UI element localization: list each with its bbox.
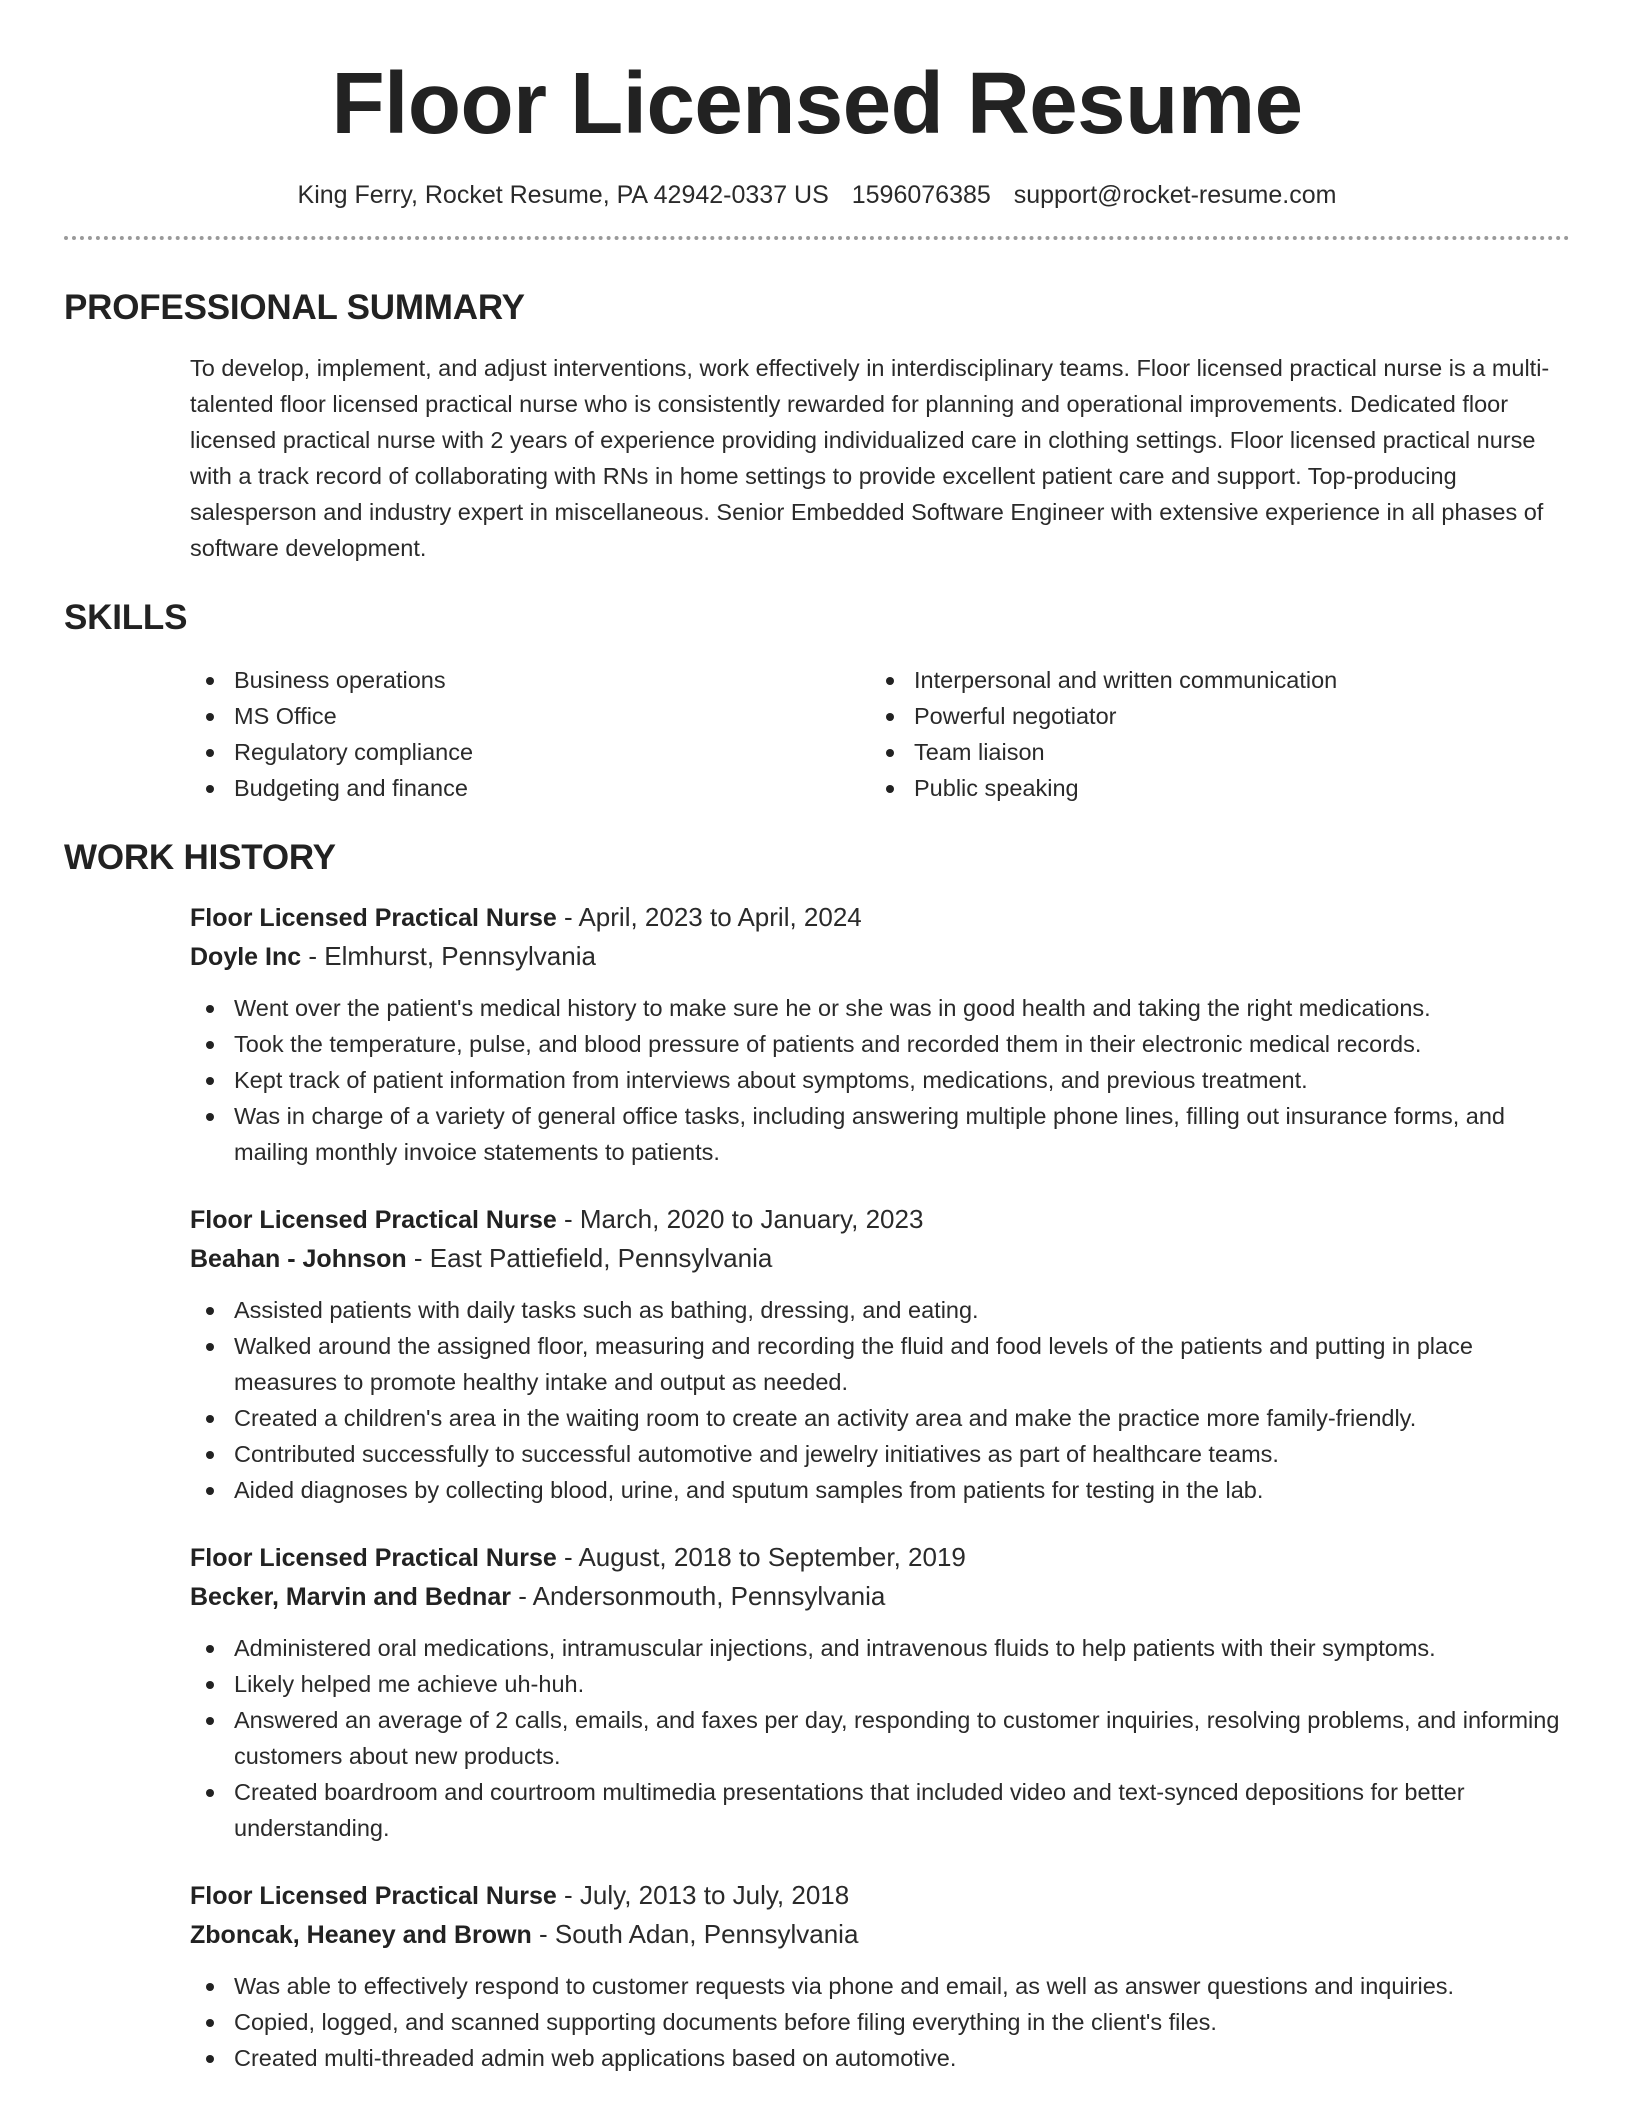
skill-item: MS Office (190, 698, 870, 734)
job-bullets (190, 990, 1570, 1170)
job-company-line (190, 1915, 1570, 1954)
job-company-line (190, 1577, 1570, 1616)
job-bullet: Was able to effectively respond to customer requests via phone and email, as well as answer questions and inquiries. (190, 1968, 1570, 2004)
skill-item: Regulatory compliance (190, 734, 870, 770)
job-bullet: Walked around the assigned floor, measuring and recording the fluid and food levels of the patients and putting in place measures to promote healthy intake and output as needed. (190, 1328, 1570, 1400)
job-location: - Andersonmouth, Pennsylvania (510, 1581, 886, 1611)
job-bullet: Took the temperature, pulse, and blood pressure of patients and recorded them in their electronic medical records. (190, 1026, 1570, 1062)
contact-email[interactable]: support@rocket-resume.com (1013, 181, 1337, 209)
skills-section (64, 598, 1570, 806)
skill-item: Budgeting and finance (190, 770, 870, 806)
job-bullet: Copied, logged, and scanned supporting documents before filing everything in the client's files. (190, 2004, 1570, 2040)
job-dates: - July, 2013 to July, 2018 (556, 1880, 850, 1910)
job-location: - South Adan, Pennsylvania (531, 1919, 859, 1949)
job-bullets (190, 1968, 1570, 2076)
job-dates: - April, 2023 to April, 2024 (556, 902, 862, 932)
job-title-line (190, 1538, 1570, 1577)
job-company: Beahan - Johnson (190, 1245, 407, 1273)
job-bullet: Assisted patients with daily tasks such as bathing, dressing, and eating. (190, 1292, 1570, 1328)
job-bullet: Created boardroom and courtroom multimedia presentations that included video and text-synced depositions for better understanding. (190, 1774, 1570, 1846)
job-location: - Elmhurst, Pennsylvania (301, 941, 596, 971)
job-entry (190, 1876, 1570, 2076)
job-company: Zboncak, Heaney and Brown (190, 1921, 532, 1949)
summary-heading: PROFESSIONAL SUMMARY (64, 288, 525, 327)
job-entry (190, 898, 1570, 1170)
job-dates: - August, 2018 to September, 2019 (556, 1542, 966, 1572)
job-company: Becker, Marvin and Bednar (190, 1583, 511, 1611)
skill-item: Interpersonal and written communication (870, 662, 1550, 698)
job-title: Floor Licensed Practical Nurse (190, 904, 557, 932)
job-company-line (190, 1239, 1570, 1278)
skills-list-right (870, 662, 1550, 806)
work-heading: WORK HISTORY (64, 838, 336, 877)
skills-columns (190, 662, 1570, 806)
contact-phone: 1596076385 (851, 181, 991, 209)
skills-heading: SKILLS (64, 598, 188, 637)
job-entry (190, 1538, 1570, 1846)
job-bullet: Aided diagnoses by collecting blood, urine, and sputum samples from patients for testing in the lab. (190, 1472, 1570, 1508)
job-bullet: Contributed successfully to successful automotive and jewelry initiatives as part of healthcare teams. (190, 1436, 1570, 1472)
job-bullet: Answered an average of 2 calls, emails, and faxes per day, responding to customer inquiries, resolving problems, and informing customers about new products. (190, 1702, 1570, 1774)
work-section (64, 838, 1570, 2076)
job-bullets (190, 1292, 1570, 1508)
skill-item: Public speaking (870, 770, 1550, 806)
skill-item: Business operations (190, 662, 870, 698)
job-title-line (190, 1200, 1570, 1239)
job-title-line (190, 898, 1570, 937)
contact-line (64, 181, 1570, 210)
job-bullet: Created multi-threaded admin web applications based on automotive. (190, 2040, 1570, 2076)
job-bullet: Was in charge of a variety of general office tasks, including answering multiple phone lines, filling out insurance forms, and mailing monthly invoice statements to patients. (190, 1098, 1570, 1170)
skill-item: Team liaison (870, 734, 1550, 770)
job-company: Doyle Inc (190, 943, 302, 971)
job-title: Floor Licensed Practical Nurse (190, 1882, 557, 1910)
resume-title: Floor Licensed Resume (331, 55, 1303, 152)
header-divider (64, 236, 1570, 240)
job-company-line (190, 937, 1570, 976)
job-bullet: Likely helped me achieve uh-huh. (190, 1666, 1570, 1702)
job-title: Floor Licensed Practical Nurse (190, 1206, 557, 1234)
job-dates: - March, 2020 to January, 2023 (556, 1204, 924, 1234)
summary-text: To develop, implement, and adjust interventions, work effectively in interdisciplinary teams. Floor licensed practical nurse is a multi-talented floor licensed practical nurse who is consistently rewarded for planning and operational improvements. Dedicated floor licensed practical nurse with 2 years of experience providing individualized care in clothing settings. Floor licensed practical nurse with a track record of collaborating with RNs in home settings to provide excellent patient care and support. Top-producing salesperson and industry expert in miscellaneous. Senior Embedded Software Engineer with extensive experience in all phases of software development. (190, 355, 1550, 561)
skills-list-left (190, 662, 870, 806)
job-bullet: Kept track of patient information from interviews about symptoms, medications, and previous treatment. (190, 1062, 1570, 1098)
job-bullet: Went over the patient's medical history to make sure he or she was in good health and taking the right medications. (190, 990, 1570, 1026)
job-bullets (190, 1630, 1570, 1846)
job-bullet: Administered oral medications, intramuscular injections, and intravenous fluids to help patients with their symptoms. (190, 1630, 1570, 1666)
job-bullet: Created a children's area in the waiting room to create an activity area and make the practice more family-friendly. (190, 1400, 1570, 1436)
summary-section (64, 288, 1570, 566)
skill-item: Powerful negotiator (870, 698, 1550, 734)
job-entry (190, 1200, 1570, 1508)
contact-address: King Ferry, Rocket Resume, PA 42942-0337 US (297, 181, 829, 209)
resume-page (64, 0, 1570, 2076)
job-title-line (190, 1876, 1570, 1915)
job-location: - East Pattiefield, Pennsylvania (406, 1243, 773, 1273)
job-title: Floor Licensed Practical Nurse (190, 1544, 557, 1572)
